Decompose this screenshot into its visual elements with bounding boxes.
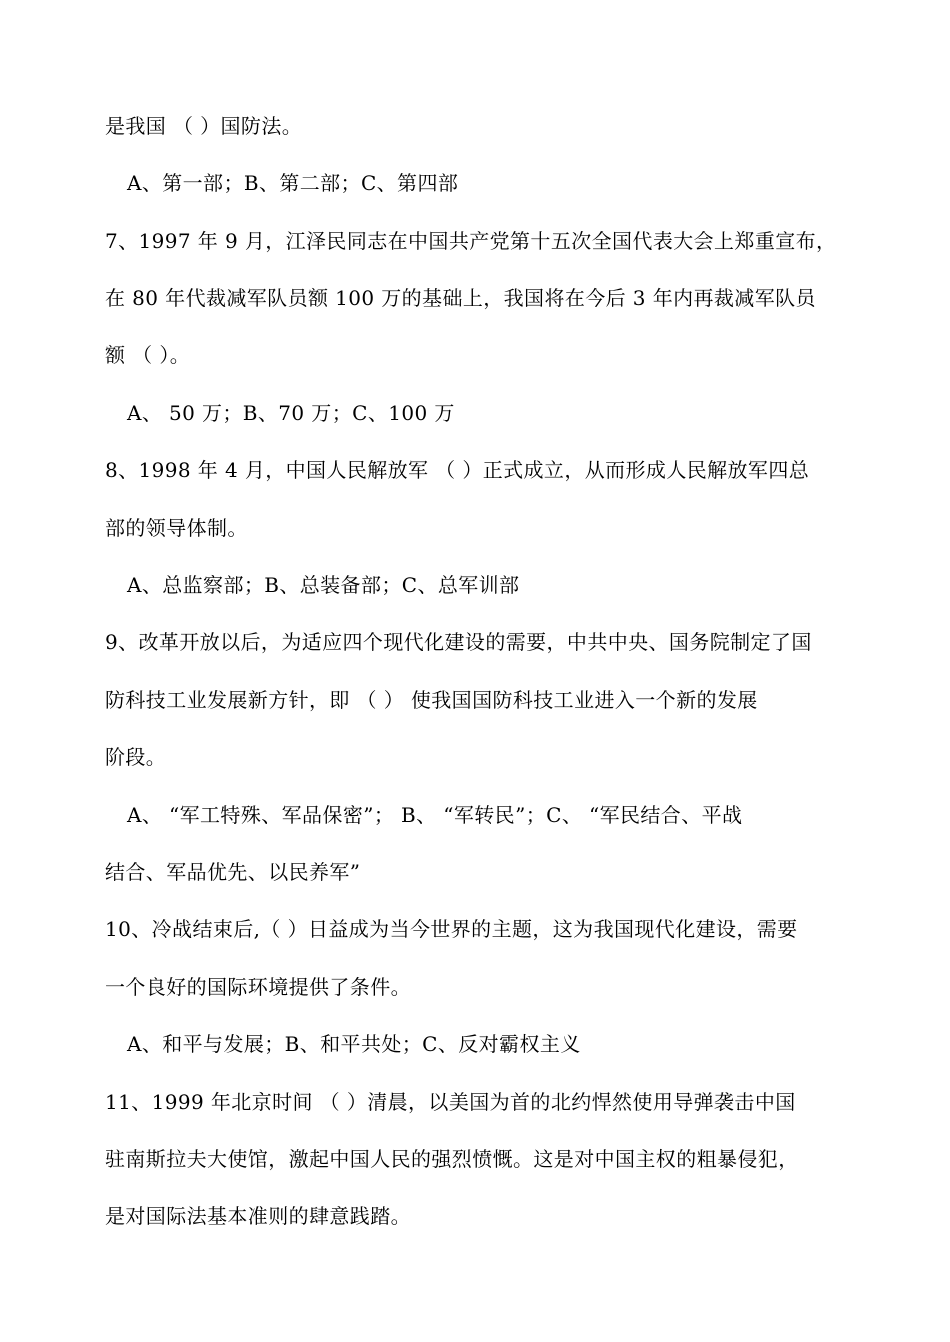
question-9: 9、改革开放以后，为适应四个现代化建设的需要，中共中央、国务院制定了国 (105, 630, 812, 654)
answer-options: A、第一部；B、第二部；C、第四部 (127, 171, 459, 195)
question-8: 8、1998 年 4 月，中国人民解放军 （ ）正式成立，从而形成人民解放军四总 (105, 458, 810, 482)
answer-options: A、总监察部；B、总装备部；C、总军训部 (127, 573, 520, 597)
text-line: 是我国 （ ）国防法。 (105, 114, 303, 138)
answer-options: A、和平与发展；B、和平共处；C、反对霸权主义 (127, 1032, 581, 1056)
text-line: 一个良好的国际环境提供了条件。 (105, 975, 411, 999)
answer-options: A、 50 万；B、70 万；C、100 万 (127, 401, 455, 425)
text-line: 驻南斯拉夫大使馆，激起中国人民的强烈愤慨。这是对中国主权的粗暴侵犯， (105, 1147, 799, 1171)
text-line: 部的领导体制。 (105, 516, 248, 540)
question-11: 11、1999 年北京时间 （ ）清晨，以美国为首的北约悍然使用导弹袭击中国 (105, 1090, 796, 1114)
question-10: 10、冷战结束后,（ ）日益成为当今世界的主题，这为我国现代化建设，需要 (105, 917, 798, 941)
question-7: 7、1997 年 9 月，江泽民同志在中国共产党第十五次全国代表大会上郑重宣布， (105, 229, 837, 253)
text-line: 阶段。 (105, 745, 167, 769)
text-line: 是对国际法基本准则的肆意践踏。 (105, 1204, 411, 1228)
text-line: 额 （ ）。 (105, 343, 191, 367)
text-line: 防科技工业发展新方针，即 （ ） 使我国国防科技工业进入一个新的发展 (105, 688, 758, 712)
answer-options: A、 “军工特殊、军品保密”； B、 “军转民”；C、 “军民结合、平战 (127, 803, 743, 827)
text-line: 结合、军品优先、以民养军” (105, 860, 361, 884)
text-line: 在 80 年代裁减军队员额 100 万的基础上，我国将在今后 3 年内再裁减军队员 (105, 286, 816, 310)
